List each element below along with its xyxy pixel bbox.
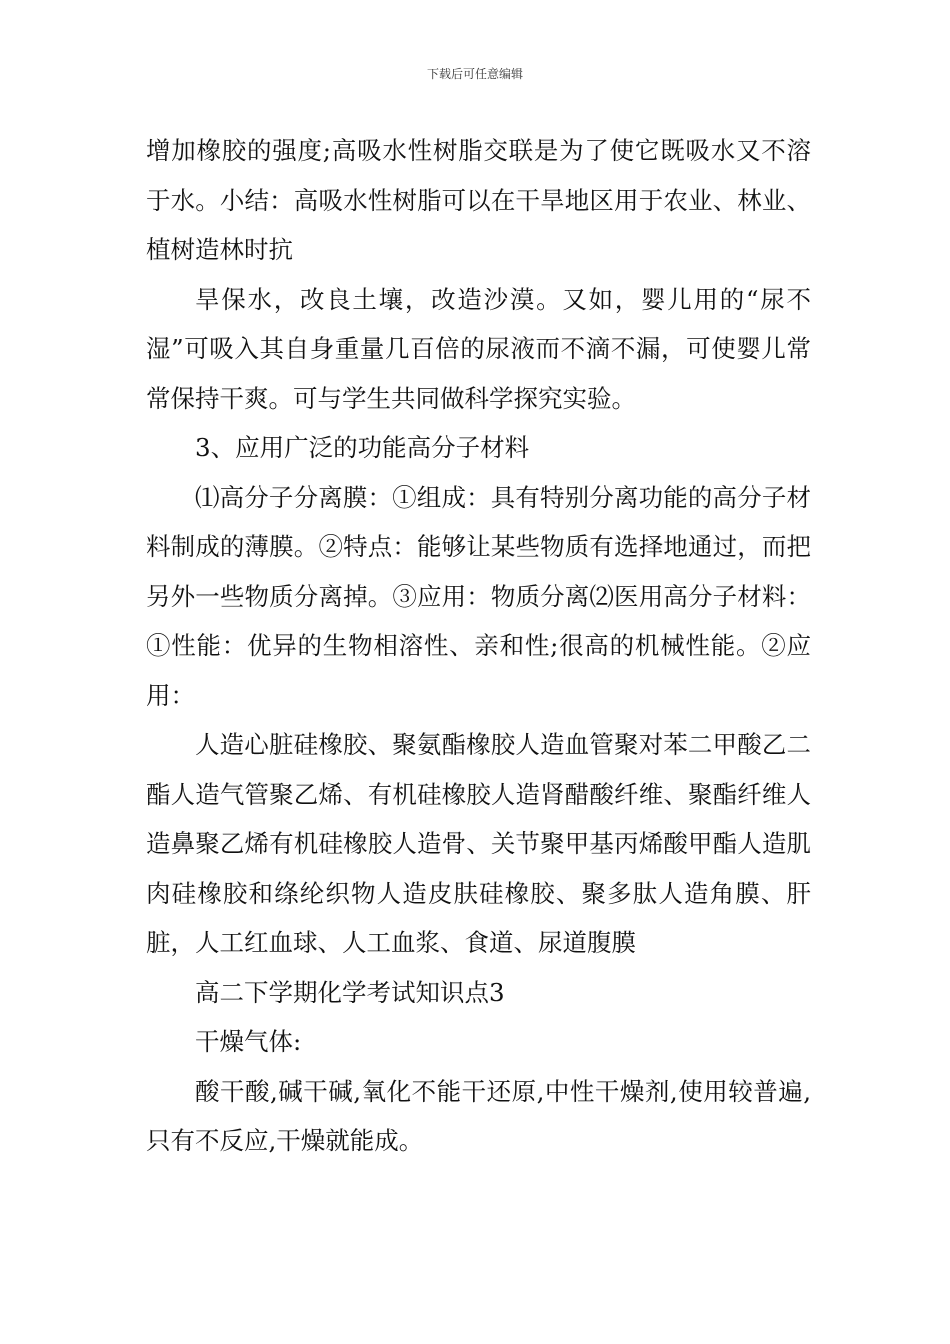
subheading-dry-gas: 干燥气体: xyxy=(195,1027,302,1056)
paragraph-8: 酸干酸,碱干碱,氧化不能干还原,中性干燥剂,使用较普遍,只有不反应,干燥就能成。 xyxy=(146,1076,811,1155)
paragraph-2: 旱保水，改良土壤，改造沙漠。又如，婴儿用的“尿不湿”可吸入其自身重量几百倍的尿液而不滴不漏，可使婴儿常常保持干爽。可与学生共同做科学探究实验。 xyxy=(146,284,811,413)
section-heading-3: 3、应用广泛的功能高分子材料 xyxy=(195,433,530,462)
document-body xyxy=(146,126,811,1166)
paragraph-1: 增加橡胶的强度;高吸水性树脂交联是为了使它既吸水又不溶于水。小结：高吸水性树脂可以在干旱地区用于农业、林业、植树造林时抗 xyxy=(146,136,811,264)
paragraph-4: ⑴高分子分离膜：①组成：具有特别分离功能的高分子材料制成的薄膜。②特点：能够让某些物质有选择地通过，而把另外一些物质分离掉。③应用：物质分离⑵医用高分子材料：①性能：优异的生物相溶性、亲和性;很高的机械性能。②应用： xyxy=(146,482,811,710)
section-title: 高二下学期化学考试知识点3 xyxy=(195,977,505,1007)
paragraph-5: 人造心脏硅橡胶、聚氨酯橡胶人造血管聚对苯二甲酸乙二酯人造气管聚乙烯、有机硅橡胶人造肾醋酸纤维、聚酯纤维人造鼻聚乙烯有机硅橡胶人造骨、关节聚甲基丙烯酸甲酯人造肌肉硅橡胶和绦纶织物人造皮肤硅橡胶、聚多肽人造角膜、肝脏，人工红血球、人工血浆、食道、尿道腹膜 xyxy=(146,730,811,957)
page-header: 下载后可任意编辑 xyxy=(426,67,523,81)
